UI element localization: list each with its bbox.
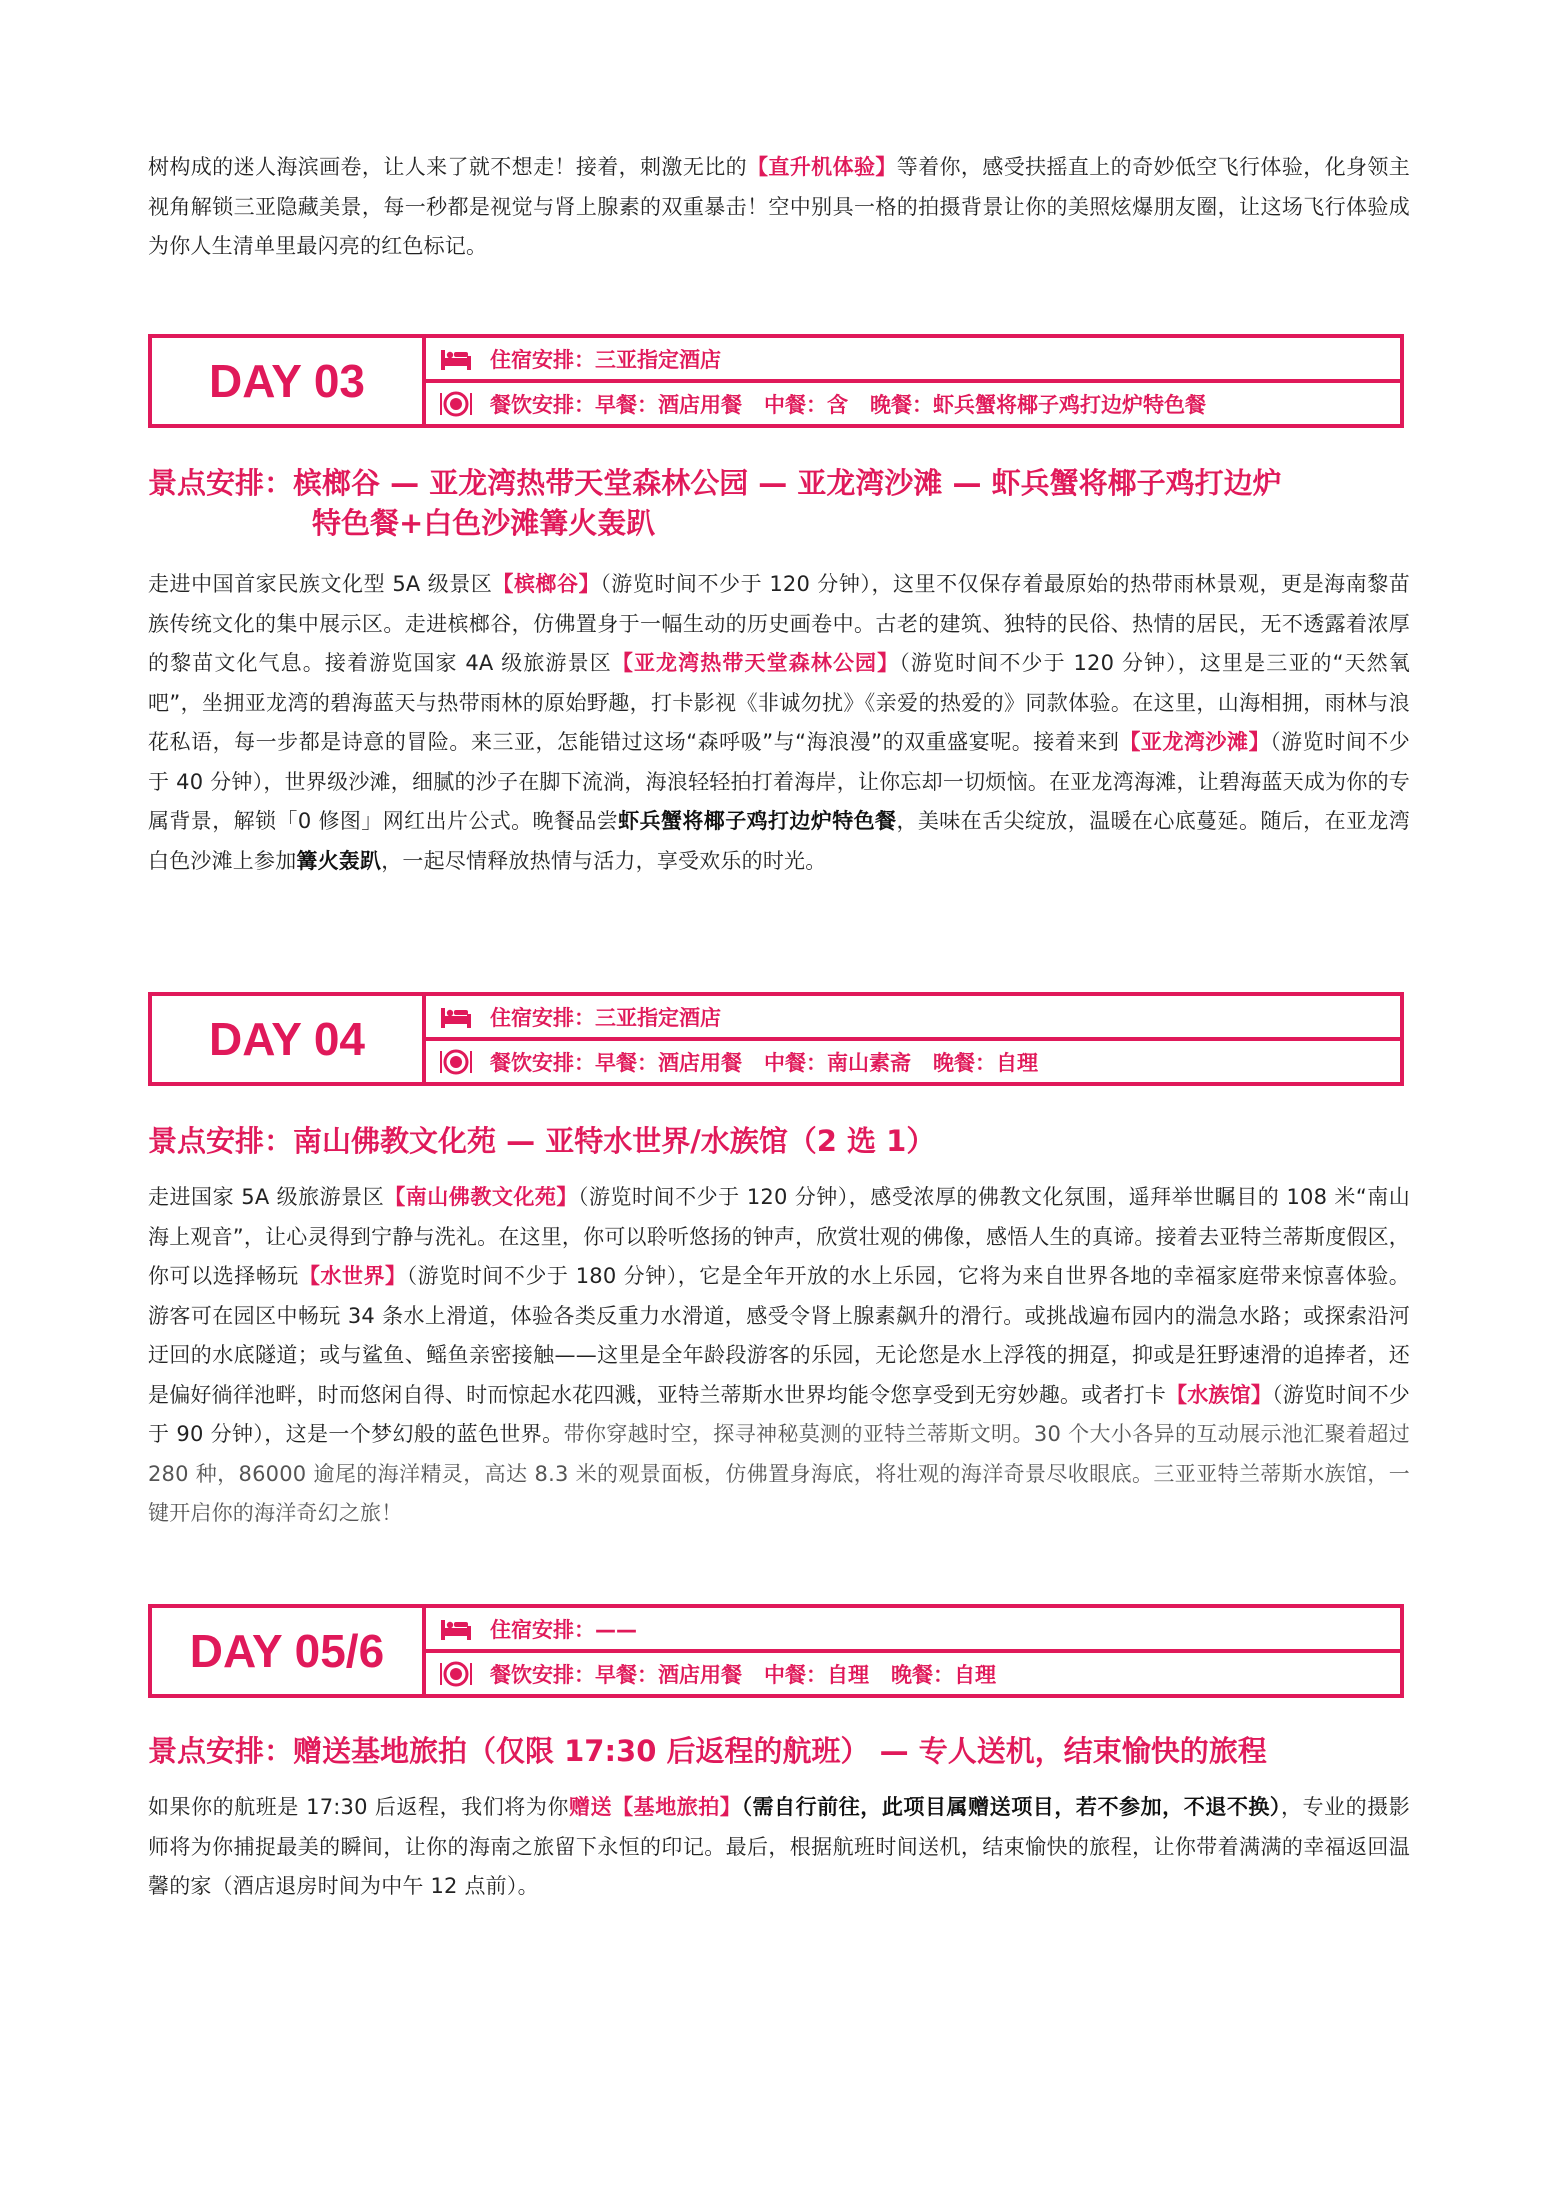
day03-meals-row (426, 379, 1400, 424)
day04-text: （游览时间不少于 120 分钟），感受浓厚的佛教文化氛围，遥拜举世瞩目的 108 米“南山海上观音”，让心灵得到宁静与洗礼。在这里，你可以聆听悠扬的钟声，欣赏壮观的佛像，感悟人生的真谛。接着去亚特兰蒂斯度假区，你可以选择畅玩 (148, 1185, 1410, 1288)
dining-icon (438, 1047, 474, 1077)
day04-meal-breakfast: 餐饮安排：早餐：酒店用餐 (490, 1050, 742, 1075)
day03-hl-forest-park: 【亚龙湾热带天堂森林公园】 (611, 651, 900, 675)
day03-sights-line1: 景点安排：槟榔谷 — 亚龙湾热带天堂森林公园 — 亚龙湾沙滩 — 虾兵蟹将椰子鸡打边炉 (148, 466, 1282, 500)
day03-text: ，美味在舌尖绽放，温暖在心底蔓延。随后，在亚龙湾白色沙滩上参加 (148, 809, 1410, 873)
day03-header-box (148, 334, 1404, 428)
day04-meals-row (426, 1037, 1400, 1082)
intro-section (148, 148, 1410, 267)
day056-text: ，专业的摄影师将为你捕捉最美的瞬间，让你的海南之旅留下永恒的印记。最后，根据航班时间送机，结束愉快的旅程，让你带着满满的幸福返回温馨的家（酒店退房时间为中午 12 点前）。 (148, 1795, 1410, 1898)
bed-icon (438, 344, 474, 374)
day056-meal-dinner: 晚餐：自理 (891, 1662, 996, 1687)
day04-meal-dinner: 晚餐：自理 (933, 1050, 1038, 1075)
day056-hl-photo: 赠送【基地旅拍】 (568, 1795, 742, 1819)
intro-text-2: 等着你，感受扶摇直上的奇妙低空飞行体验，化身领主视角解锁三亚隐藏美景，每一秒都是视觉与肾上腺素的双重暴击！空中别具一格的拍摄背景让你的美照炫爆朋友圈，让这场飞行体验成为你人生清单里最闪亮的红色标记。 (148, 155, 1410, 258)
day03-text: （游览时间不少于 120 分钟），这里不仅保存着最原始的热带雨林景观，更是海南黎苗族传统文化的集中展示区。走进槟榔谷，仿佛置身于一幅生动的历史画卷中。古老的建筑、独特的民俗、热情的居民，无不透露着浓厚的黎苗文化气息。接着游览国家 4A 级旅游景区 (148, 572, 1411, 675)
day03-paragraph (148, 565, 1410, 881)
day04-lodging-text: 住宿安排：三亚指定酒店 (490, 1005, 721, 1030)
day056-header-box (148, 1604, 1404, 1698)
day03-bold-bonfire: 篝火轰趴 (296, 848, 382, 873)
day056-meals-row (426, 1649, 1400, 1694)
day04-text: 走进国家 5A 级旅游景区 (148, 1185, 385, 1209)
dining-icon (438, 389, 474, 419)
day056-lodging-text: 住宿安排：—— (490, 1617, 637, 1642)
day03-text: （游览时间不少于 120 分钟），这里是三亚的“天然氧吧”，坐拥亚龙湾的碧海蓝天与热带雨林的原始野趣，打卡影视《非诚勿扰》《亲爱的热爱的》同款体验。在这里，山海相拥，雨林与浪花私语，每一步都是诗意的冒险。来三亚，怎能错过这场“森呼吸”与“海浪漫”的双重盛宴呢。接着来到 (148, 651, 1410, 754)
day03-meal-dinner: 晚餐：虾兵蟹将椰子鸡打边炉特色餐 (870, 392, 1206, 417)
day03-text: ，一起尽情释放热情与活力，享受欢乐的时光。 (381, 848, 827, 873)
day03-text: 走进中国首家民族文化型 5A 级景区 (148, 572, 493, 596)
intro-text-1: 树构成的迷人海滨画卷，让人来了就不想走！接着，刺激无比的 (148, 155, 747, 179)
day056-lodging-row (426, 1608, 1400, 1649)
day03-bold-dinner: 虾兵蟹将椰子鸡打边炉特色餐 (618, 809, 897, 833)
bed-icon (438, 1614, 474, 1644)
day03-sights-line2: 特色餐+白色沙滩篝火轰趴 (312, 506, 656, 540)
day03-section (148, 565, 1410, 881)
day03-title: DAY 03 (152, 338, 426, 424)
day03-sights-heading (148, 463, 1410, 543)
day03-text: （游览时间不少于 40 分钟），世界级沙滩，细腻的沙子在脚下流淌，海浪轻轻拍打着海岸，让你忘却一切烦恼。在亚龙湾海滩，让碧海蓝天成为你的专属背景，解锁「0 修图」网红出片公式。晚餐品尝 (148, 730, 1411, 833)
day04-hl-nanshan: 【南山佛教文化苑】 (384, 1185, 578, 1209)
day04-hl-aquarium: 【水族馆】 (1166, 1382, 1273, 1407)
day04-paragraph (148, 1178, 1410, 1534)
day03-meal-breakfast: 餐饮安排：早餐：酒店用餐 (490, 392, 742, 417)
day04-sights-heading: 景点安排：南山佛教文化苑 — 亚特水世界/水族馆（2 选 1） (148, 1124, 936, 1158)
day04-meal-lunch: 中餐：南山素斋 (764, 1050, 911, 1075)
day04-section (148, 1178, 1410, 1534)
day04-header-box (148, 992, 1404, 1086)
day03-lodging-row (426, 338, 1400, 379)
day056-title: DAY 05/6 (152, 1608, 426, 1694)
day03-meal-lunch: 中餐：含 (764, 392, 848, 417)
intro-highlight-helicopter: 【直升机体验】 (747, 155, 897, 179)
day056-meal-lunch: 中餐：自理 (764, 1662, 869, 1687)
day03-lodging-text: 住宿安排：三亚指定酒店 (490, 347, 721, 372)
day056-sights-heading: 景点安排：赠送基地旅拍（仅限 17:30 后返程的航班） — 专人送机，结束愉快的旅程 (148, 1734, 1267, 1768)
bed-icon (438, 1002, 474, 1032)
day04-text-aquarium: 带你穿越时空，探寻神秘莫测的亚特兰蒂斯文明。30 个大小各异的互动展示池汇聚着超过 280 种，86000 逾尾的海洋精灵，高达 8.3 米的观景面板，仿佛置身海底，将壮观的海洋奇景尽收眼底。三亚亚特兰蒂斯水族馆，一键开启你的海洋奇幻之旅！ (148, 1422, 1410, 1525)
day04-text: （游览时间不少于 90 分钟），这是一个梦幻般的蓝色世界。 (148, 1382, 1410, 1446)
day056-section (148, 1788, 1410, 1907)
day04-text: （游览时间不少于 180 分钟），它是全年开放的水上乐园，它将为来自世界各地的幸福家庭带来惊喜体验。游客可在园区中畅玩 34 条水上滑道，体验各类反重力水滑道，感受令肾上腺素飙升的滑行。或挑战遍布园内的湍急水路；或探索沿河迂回的水底隧道；或与鲨鱼、鳐鱼亲密接触——这里是全年龄段游客的乐园，无论您是水上浮筏的拥趸，抑或是狂野速滑的追捧者，还是偏好徜徉池畔，时而悠闲自得、时而惊起水花四溅，亚特兰蒂斯水世界均能令您享受到无穷妙趣。或者打卡 (148, 1264, 1411, 1407)
day04-hl-waterworld: 【水世界】 (298, 1264, 407, 1288)
dining-icon (438, 1659, 474, 1689)
day056-paragraph (148, 1788, 1410, 1907)
day056-meal-breakfast: 餐饮安排：早餐：酒店用餐 (490, 1662, 742, 1687)
day03-hl-beach: 【亚龙湾沙滩】 (1119, 730, 1271, 754)
day056-text: 如果你的航班是 17:30 后返程，我们将为你 (148, 1795, 569, 1819)
day056-bold-note: （需自行前往，此项目属赠送项目，若不参加，不退不换） (741, 1795, 1281, 1819)
day04-lodging-row (426, 996, 1400, 1037)
intro-paragraph (148, 148, 1410, 267)
day04-title: DAY 04 (152, 996, 426, 1082)
day03-hl-binglanggu: 【槟榔谷】 (492, 572, 601, 596)
